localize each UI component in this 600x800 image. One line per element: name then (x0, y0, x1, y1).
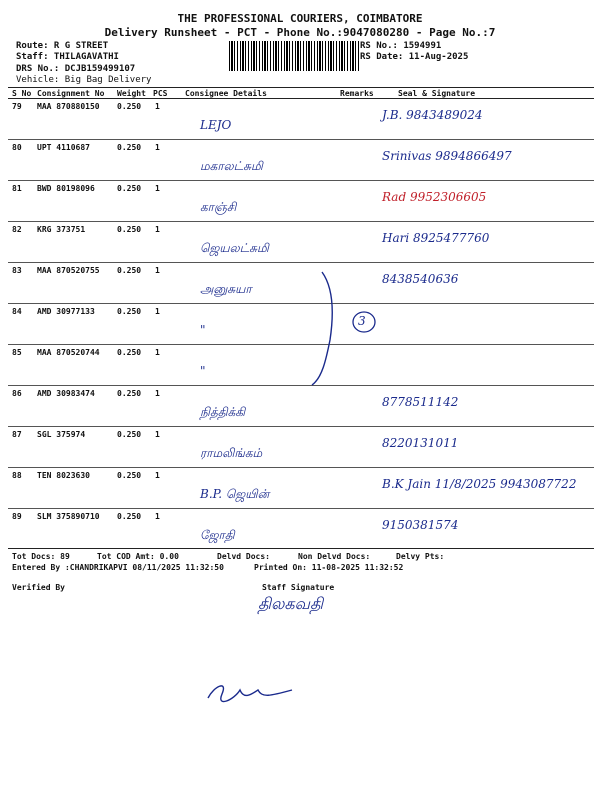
bracket-mark (312, 272, 332, 385)
row-consignee-handwritten: நித்திக்கி (200, 405, 246, 419)
row-pcs: 1 (155, 389, 160, 398)
route-label: Route: R G STREET (16, 41, 109, 51)
row-consignee-handwritten: ராமலிங்கம் (200, 446, 263, 460)
vehicle-label: Vehicle: Big Bag Delivery (16, 75, 152, 85)
row-sno: 85 (12, 348, 22, 357)
row-sno: 79 (12, 102, 22, 111)
row-consignee-handwritten: ஜெயலட்சுமி (200, 241, 269, 255)
delivered-docs: Delvd Docs: (217, 552, 270, 561)
row-signature-handwritten: 8220131011 (382, 436, 459, 450)
row-signature-handwritten: Hari 8925477760 (382, 231, 490, 245)
row-weight: 0.250 (117, 266, 142, 275)
row-consignee-handwritten: மகாலட்சுமி (200, 159, 263, 173)
staff-signature-label: Staff Signature (262, 583, 335, 592)
row-consignment-no: BWD 80198096 (37, 184, 95, 193)
table-bottom-rule (8, 548, 594, 549)
row-sno: 83 (12, 266, 22, 275)
row-consignment-no: UPT 4110687 (37, 143, 90, 152)
row-pcs: 1 (155, 225, 160, 234)
drs-number: DRS No.: DCJB159499107 (16, 64, 136, 74)
row-signature-handwritten: B.K Jain 11/8/2025 9943087722 (382, 477, 577, 491)
row-sno: 84 (12, 307, 22, 316)
non-delivered-docs: Non Delvd Docs: (298, 552, 371, 561)
row-sno: 81 (12, 184, 22, 193)
row-sno: 87 (12, 430, 22, 439)
row-pcs: 1 (155, 307, 160, 316)
entered-by: Entered By :CHANDRIKAPVI 08/11/2025 11:32:50 (12, 563, 224, 572)
rs-date: RS Date: 11-Aug-2025 (360, 52, 469, 62)
col-consignment: Consignment No (37, 89, 105, 98)
row-pcs: 1 (155, 184, 160, 193)
printed-on: Printed On: 11-08-2025 11:32:52 (254, 563, 404, 572)
row-consignee-handwritten: ஜோதி (200, 528, 235, 542)
row-signature-handwritten: Rad 9952306605 (382, 190, 487, 204)
row-sno: 80 (12, 143, 22, 152)
row-weight: 0.250 (117, 430, 142, 439)
verified-by-label: Verified By (12, 583, 65, 592)
row-pcs: 1 (155, 430, 160, 439)
row-sno: 86 (12, 389, 22, 398)
circled-note-text: 3 (358, 314, 366, 328)
row-weight: 0.250 (117, 225, 142, 234)
row-pcs: 1 (155, 471, 160, 480)
col-remarks: Remarks (340, 89, 374, 98)
row-pcs: 1 (155, 102, 160, 111)
row-signature-handwritten: Srinivas 9894866497 (382, 149, 512, 163)
col-pcs: PCS (153, 89, 168, 98)
row-consignment-no: MAA 870880150 (37, 102, 100, 111)
row-consignee-handwritten: " (200, 364, 206, 378)
col-seal-signature: Seal & Signature (398, 89, 476, 98)
row-sno: 82 (12, 225, 22, 234)
row-consignment-no: KRG 373751 (37, 225, 86, 234)
row-weight: 0.250 (117, 471, 142, 480)
staff-signature: திலகவதி (258, 594, 324, 613)
col-consignee: Consignee Details (185, 89, 267, 98)
row-consignment-no: MAA 870520744 (37, 348, 100, 357)
row-consignment-no: MAA 870520755 (37, 266, 100, 275)
row-pcs: 1 (155, 348, 160, 357)
row-consignee-handwritten: " (200, 323, 206, 337)
col-sno: S No (12, 89, 32, 98)
row-pcs: 1 (155, 512, 160, 521)
company-title: THE PROFESSIONAL COURIERS, COIMBATORE (177, 12, 423, 25)
row-consignment-no: TEN 8023630 (37, 471, 90, 480)
row-signature-handwritten: 8778511142 (382, 395, 459, 409)
row-signature-handwritten: J.B. 9843489024 (382, 108, 483, 122)
staff-label: Staff: THILAGAVATHI (16, 52, 119, 62)
row-consignment-no: SGL 375974 (37, 430, 86, 439)
delivery-points: Delvy Pts: (396, 552, 445, 561)
row-consignment-no: AMD 30983474 (37, 389, 95, 398)
row-signature-handwritten: 8438540636 (382, 272, 459, 286)
row-sno: 89 (12, 512, 22, 521)
row-sno: 88 (12, 471, 22, 480)
rs-number: RS No.: 1594991 (360, 41, 442, 51)
row-consignee-handwritten: காஞ்சி (200, 200, 237, 214)
row-consignee-handwritten: அனுசுயா (200, 282, 252, 296)
row-consignee-handwritten: B.P. ஜெயின் (200, 487, 270, 501)
row-weight: 0.250 (117, 512, 142, 521)
row-signature-handwritten: 9150381574 (382, 518, 459, 532)
row-weight: 0.250 (117, 184, 142, 193)
row-weight: 0.250 (117, 389, 142, 398)
total-cod: Tot COD Amt: 0.00 (97, 552, 179, 561)
row-pcs: 1 (155, 143, 160, 152)
row-consignee-handwritten: LEJO (200, 118, 232, 132)
row-weight: 0.250 (117, 143, 142, 152)
runsheet-subtitle: Delivery Runsheet - PCT - Phone No.:9047080280 - Page No.:7 (104, 26, 496, 39)
row-pcs: 1 (155, 266, 160, 275)
row-weight: 0.250 (117, 307, 142, 316)
row-consignment-no: AMD 30977133 (37, 307, 95, 316)
row-weight: 0.250 (117, 102, 142, 111)
total-docs: Tot Docs: 89 (12, 552, 70, 561)
row-consignment-no: SLM 375890710 (37, 512, 100, 521)
col-weight: Weight (117, 89, 146, 98)
row-weight: 0.250 (117, 348, 142, 357)
